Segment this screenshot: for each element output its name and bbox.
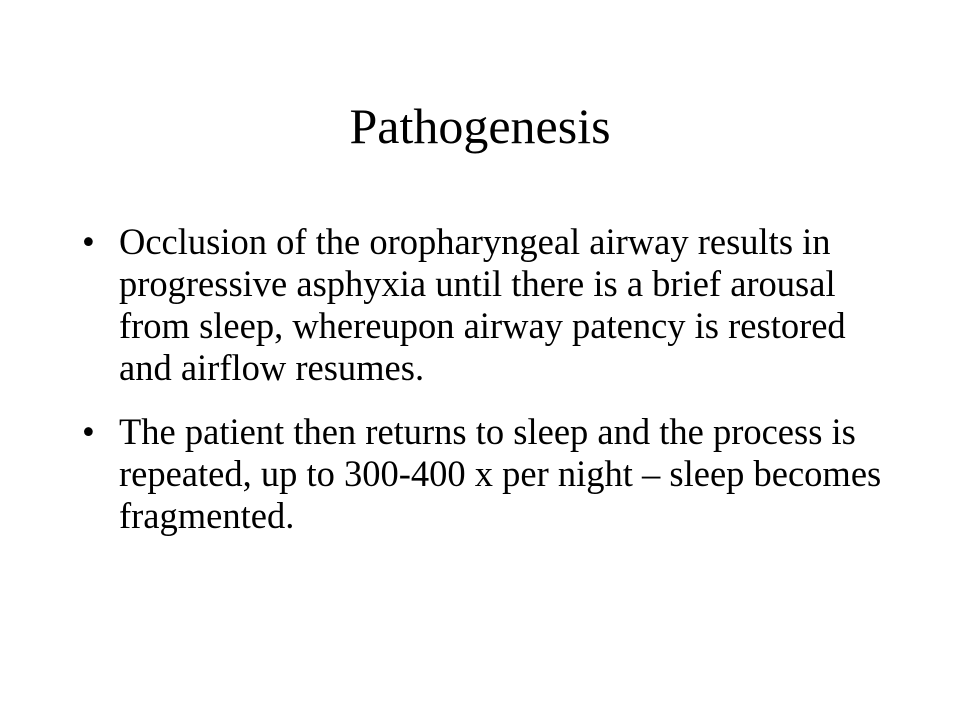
bullet-item <box>72 411 892 537</box>
bullet-item <box>72 221 892 389</box>
bullet-dot-icon: • <box>82 221 95 262</box>
bullet-dot-icon: • <box>82 411 95 452</box>
bullet-list <box>72 221 892 559</box>
slide-title: Pathogenesis <box>349 98 611 154</box>
bullet-text: The patient then returns to sleep and the process is repeated, up to 300-400 x per night – sleep becomes fragmented. <box>119 411 882 536</box>
bullet-text: Occlusion of the oropharyngeal airway results in progressive asphyxia until there is a brief arousal from sleep, whereupon airway patency is restored and airflow resumes. <box>119 221 846 388</box>
